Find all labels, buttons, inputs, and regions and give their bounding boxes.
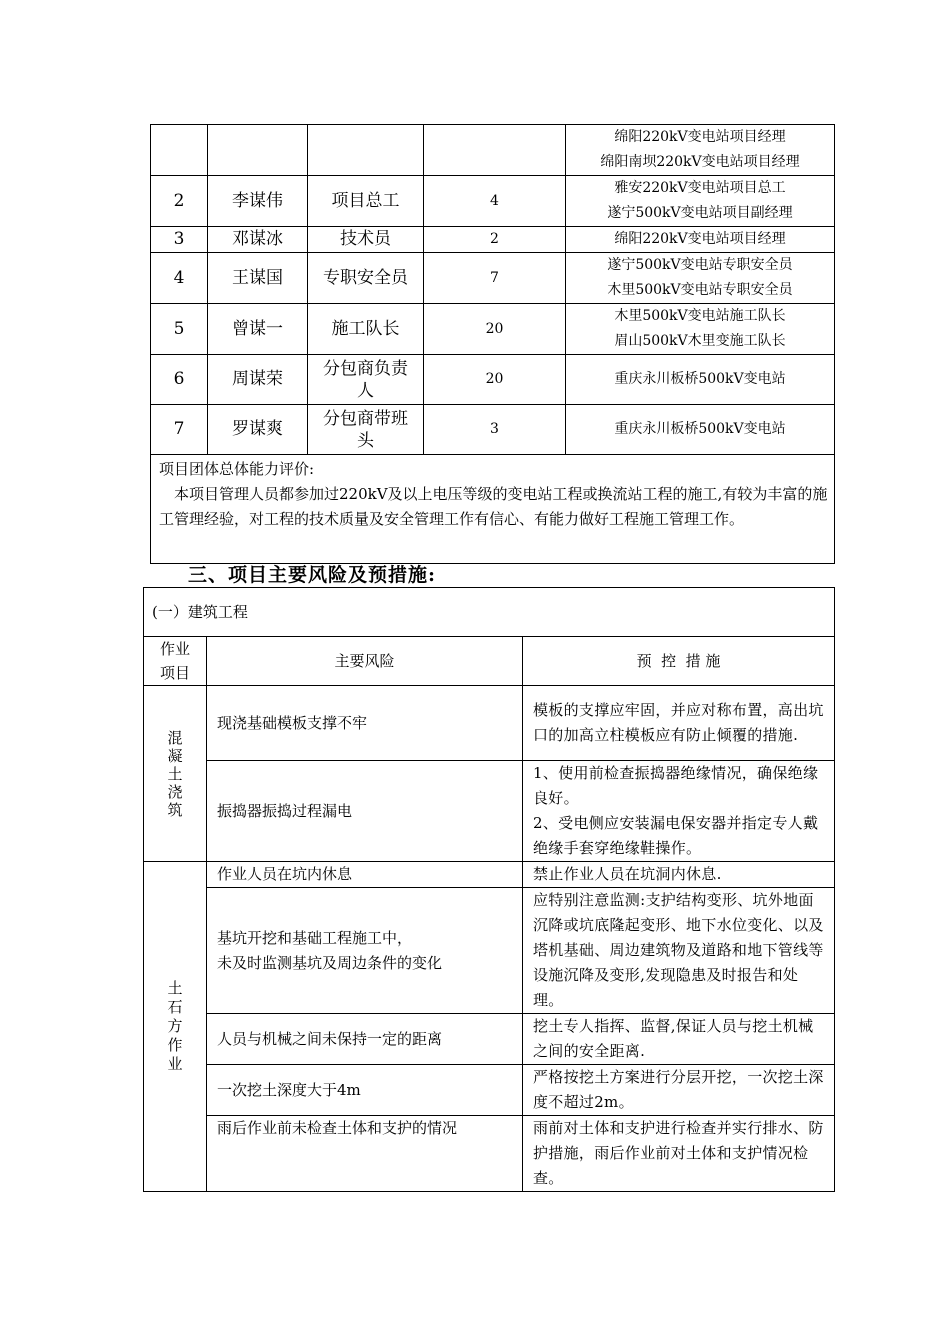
risk-cell: 作业人员在坑内休息	[207, 862, 523, 888]
measure-cell: 雨前对土体和支护进行检查并实行排水、防护措施，雨后作业前对土体和支护情况检查。	[523, 1116, 835, 1192]
staff-experience: 重庆永川板桥500kV变电站	[566, 405, 835, 455]
staff-name: 周谋荣	[208, 355, 308, 405]
measure-cell: 严格按挖土方案进行分层开挖，一次挖土深度不超过2m。	[523, 1065, 835, 1116]
section-heading: 三、项目主要风险及预措施:	[188, 564, 437, 586]
staff-years: 20	[424, 355, 566, 405]
table-row	[144, 686, 835, 761]
staff-experience: 绵阳220kV变电站项目经理 绵阳南坝220kV变电站项目经理	[566, 125, 835, 176]
staff-experience: 遂宁500kV变电站专职安全员 木里500kV变电站专职安全员	[566, 253, 835, 304]
staff-years: 7	[424, 253, 566, 304]
staff-experience: 雅安220kV变电站项目总工 遂宁500kV变电站项目副经理	[566, 176, 835, 227]
risk-cell: 基坑开挖和基础工程施工中， 未及时监测基坑及周边条件的变化	[207, 888, 523, 1014]
staff-name: 罗谋爽	[208, 405, 308, 455]
staff-years: 2	[424, 227, 566, 253]
risk-cell: 雨后作业前未检查土体和支护的情况	[207, 1116, 523, 1192]
team-evaluation	[151, 455, 835, 564]
evaluation-text: 本项目管理人员都参加过220kV及以上电压等级的变电站工程或换流站工程的施工,有较为丰富的施工管理经验，对工程的技术质量及安全管理工作有信心、有能力做好工程施工管理工作。	[159, 485, 828, 528]
table-row	[151, 253, 835, 304]
table-row	[151, 455, 835, 564]
staff-experience: 绵阳220kV变电站项目经理	[566, 227, 835, 253]
evaluation-title: 项目团体总体能力评价:	[159, 460, 315, 478]
category-earthwork: 土石方作业	[144, 862, 207, 1192]
staff-role: 施工队长	[308, 304, 424, 355]
table-row	[151, 355, 835, 405]
table-row	[151, 125, 835, 176]
table-row	[144, 761, 835, 862]
header-risk: 主要风险	[207, 637, 523, 686]
table-row	[151, 227, 835, 253]
staff-name: 李谋伟	[208, 176, 308, 227]
risk-cell: 人员与机械之间未保持一定的距离	[207, 1014, 523, 1065]
staff-name: 王谋国	[208, 253, 308, 304]
table-row	[144, 888, 835, 1014]
staff-no	[151, 125, 208, 176]
staff-role: 专职安全员	[308, 253, 424, 304]
staff-role: 技术员	[308, 227, 424, 253]
risk-cell: 一次挖土深度大于4m	[207, 1065, 523, 1116]
staff-name: 曾谋一	[208, 304, 308, 355]
table-row	[151, 405, 835, 455]
staff-role: 分包商负责人	[308, 355, 424, 405]
table-row	[144, 588, 835, 637]
staff-role: 分包商带班头	[308, 405, 424, 455]
staff-no: 2	[151, 176, 208, 227]
measure-cell: 禁止作业人员在坑洞内休息.	[523, 862, 835, 888]
table-row	[144, 862, 835, 888]
table-header-row	[144, 637, 835, 686]
staff-no: 5	[151, 304, 208, 355]
staff-experience: 木里500kV变电站施工队长 眉山500kV木里变施工队长	[566, 304, 835, 355]
table-row	[144, 1065, 835, 1116]
table-row	[144, 1116, 835, 1192]
risk-section-title: (一）建筑工程	[144, 588, 835, 637]
table-row	[144, 1014, 835, 1065]
table-row	[151, 176, 835, 227]
staff-role: 项目总工	[308, 176, 424, 227]
header-measure: 预 控 措 施	[523, 637, 835, 686]
table-row	[151, 304, 835, 355]
risk-cell: 现浇基础模板支撑不牢	[207, 686, 523, 761]
staff-role	[308, 125, 424, 176]
risk-table	[143, 587, 835, 1192]
staff-years: 4	[424, 176, 566, 227]
risk-cell: 振捣器振捣过程漏电	[207, 761, 523, 862]
staff-years	[424, 125, 566, 176]
header-item: 作业项目	[144, 637, 207, 686]
measure-cell: 模板的支撑应牢固，并应对称布置，高出坑口的加高立柱模板应有防止倾覆的措施.	[523, 686, 835, 761]
staff-name	[208, 125, 308, 176]
staff-no: 4	[151, 253, 208, 304]
staff-no: 7	[151, 405, 208, 455]
staff-name: 邓谋冰	[208, 227, 308, 253]
measure-cell: 1、使用前检查振捣器绝缘情况，确保绝缘良好。 2、受电侧应安装漏电保安器并指定专人戴绝缘手套穿绝缘鞋操作。	[523, 761, 835, 862]
staff-experience: 重庆永川板桥500kV变电站	[566, 355, 835, 405]
staff-table	[150, 124, 835, 564]
measure-cell: 挖土专人指挥、监督,保证人员与挖土机械之间的安全距离.	[523, 1014, 835, 1065]
staff-no: 3	[151, 227, 208, 253]
staff-years: 20	[424, 304, 566, 355]
staff-no: 6	[151, 355, 208, 405]
staff-years: 3	[424, 405, 566, 455]
category-concrete: 混凝土浇筑	[144, 686, 207, 862]
measure-cell: 应特别注意监测:支护结构变形、坑外地面沉降或坑底隆起变形、地下水位变化、以及塔机基础、周边建筑物及道路和地下管线等设施沉降及变形,发现隐患及时报告和处理。	[523, 888, 835, 1014]
